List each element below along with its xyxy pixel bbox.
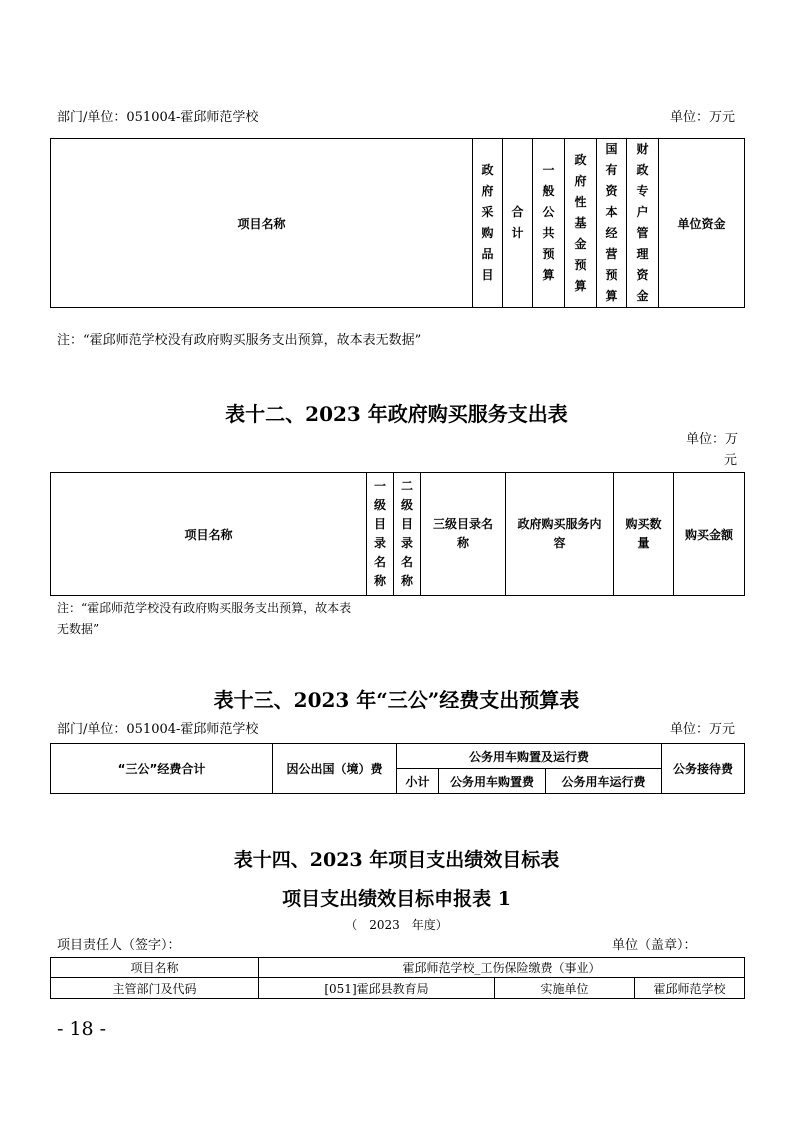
header-abroad-expense: 因公出国（境）费 [273,744,397,794]
three-public-expenses-table [50,743,745,794]
table12-title: 表十二、2023 年政府购买服务支出表 [225,402,568,426]
header-project-name: 项目名称 [51,473,367,596]
header-level2-catalog: 二级目录名称 [394,473,421,596]
header-subtotal: 小计 [397,769,439,794]
section2-note-line2: 无数据” [57,622,100,636]
project-name-label: 项目名称 [51,958,259,978]
implementing-unit-value: 霍邱师范学校 [635,978,745,999]
header-three-public-total: “三公”经费合计 [51,744,273,794]
responsible-person-label: 项目责任人（签字）： [57,938,181,953]
project-name-value: 霍邱师范学校_工伤保险缴费（事业） [259,958,745,978]
header-project-name: 项目名称 [51,139,473,308]
header-general-budget: 一般公共预算 [533,139,565,308]
header-reception-expense: 公务接待费 [662,744,745,794]
page-number: - 18 - [57,1018,107,1040]
table13-title: 表十三、2023 年“三公”经费支出预算表 [213,688,580,712]
implementing-unit-label: 实施单位 [495,978,635,999]
header-service-content: 政府购买服务内容 [506,473,614,596]
header-total: 合计 [503,139,533,308]
dept-unit-label: 部门/单位：051004-霍邱师范学校 [57,110,259,125]
supervising-dept-label: 主管部门及代码 [51,978,259,999]
header-gov-purchase-item: 政府采购品目 [473,139,503,308]
header-special-account-funds: 财政专户管理资金 [627,139,659,308]
header-vehicle-expense: 公务用车购置及运行费 [397,744,662,769]
header-unit-funds: 单位资金 [659,139,745,308]
table14-year: （ 2023 年度） [345,918,448,932]
supervising-dept-value: [051]霍邱县教育局 [259,978,495,999]
table14-title: 表十四、2023 年项目支出绩效目标表 [233,849,560,871]
header-purchase-quantity: 购买数量 [614,473,674,596]
header-vehicle-operation: 公务用车运行费 [546,769,662,794]
gov-purchase-services-table [50,472,745,596]
header-gov-fund-budget: 政府性基金预算 [565,139,597,308]
table12-unit-line1: 单位：万 [686,432,739,447]
header-level1-catalog: 一级目录名称 [367,473,394,596]
table14-subtitle: 项目支出绩效目标申报表 1 [282,888,511,910]
header-level3-catalog: 三级目录名称 [421,473,506,596]
section1-note: 注：“霍邱师范学校没有政府购买服务支出预算，故本表无数据” [57,333,422,348]
gov-purchase-items-table [50,138,745,308]
header-state-capital-budget: 国有资本经营预算 [597,139,627,308]
header-vehicle-purchase: 公务用车购置费 [439,769,546,794]
unit-seal-label: 单位（盖章）： [612,938,697,953]
table13-unit-label: 单位：万元 [670,722,736,737]
performance-target-table [50,957,745,999]
header-purchase-amount: 购买金额 [674,473,745,596]
table13-dept-label: 部门/单位：051004-霍邱师范学校 [57,722,259,737]
section2-note-line1: 注：“霍邱师范学校没有政府购买服务支出预算，故本表 [57,601,352,615]
table12-unit-line2: 元 [724,453,738,468]
unit-label: 单位：万元 [670,110,736,125]
